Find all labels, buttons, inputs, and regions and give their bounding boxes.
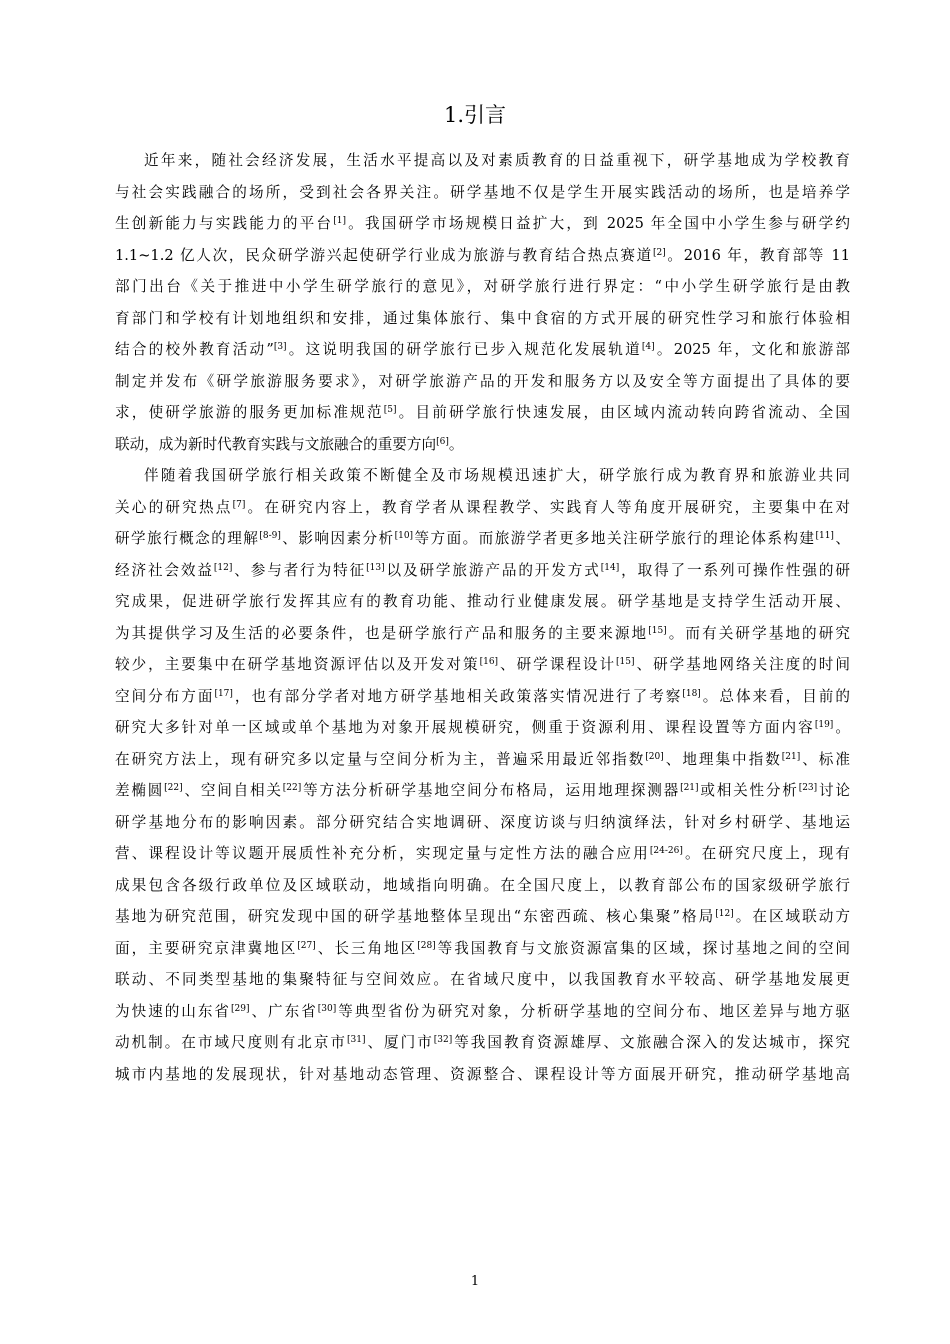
text-line — [115, 870, 850, 902]
text-run: 。目前研学旅行快速发展，由区域内流动转向跨省流动、全国 — [396, 404, 850, 421]
text-run: 城市内基地的发展现状，针对基地动态管理、资源整合、课程设计等方面展开研究，推动研学基地高 — [115, 1065, 850, 1083]
text-run: 为快速的山东省 — [115, 1002, 232, 1020]
text-run: 等我国教育资源雄厚、文旅融合深入的发达城市，探究 — [452, 1034, 850, 1051]
text-run: 制定并发布《研学旅游服务要求》，对研学旅游产品的开发和服务方以及安全等方面提出了具体的要 — [115, 372, 850, 390]
text-run: ，取得了一系列可操作性强的研 — [619, 561, 850, 579]
citation-ref: [14] — [600, 562, 620, 573]
text-run: 联动，成为新时代教育实践与文旅融合的重要方向 — [115, 435, 437, 453]
citation-ref: [28] — [417, 940, 436, 951]
text-run: 差椭圆 — [115, 782, 165, 799]
text-run: 。总体来看，目前的 — [700, 687, 850, 705]
text-run: 。2025 年，文化和旅游部 — [654, 341, 850, 358]
citation-ref: [29] — [231, 1003, 250, 1014]
citation-ref: [4] — [641, 342, 655, 352]
text-run: 。2016 年，教育部等 11 — [665, 246, 850, 264]
body-text — [115, 145, 850, 1090]
text-run: 。我国研学市场规模日益扩大，到 2025 年全国中小学生参与研学约 — [345, 215, 850, 232]
text-line — [115, 618, 850, 650]
text-line — [115, 807, 850, 839]
text-run: 动机制。在市域尺度则有北京市 — [115, 1034, 348, 1051]
citation-ref: [18] — [682, 688, 701, 699]
text-run: 以及研学旅游产品的开发方式 — [384, 561, 601, 579]
text-run: 空间分布方面 — [115, 687, 215, 705]
text-line — [115, 366, 850, 398]
citation-ref: [7] — [232, 499, 246, 510]
citation-ref: [19] — [814, 720, 834, 730]
text-run: 经济社会效益 — [115, 561, 214, 579]
text-run: 究成果，促进研学旅行发挥其应有的教育功能、推动行业健康发展。研学基地是支持学生活动开展、 — [115, 593, 850, 610]
text-run: 。这说明我国的研学旅行已步入规范化发展轨道 — [286, 341, 642, 358]
citation-ref: [32] — [433, 1035, 453, 1045]
citation-ref: [21] — [781, 751, 801, 762]
text-run: 基地为研究范围，研究发现中国的研学基地整体呈现出“东密西疏、核心集聚”格局 — [115, 908, 716, 925]
citation-ref: [1] — [333, 216, 346, 226]
text-run: 与社会实践融合的场所，受到社会各界关注。研学基地不仅是学生开展实践活动的场所，也是培养学 — [115, 183, 850, 201]
text-run: 求，使研学旅游的服务更加标准规范 — [115, 404, 384, 421]
text-run: 结合的校外教育活动” — [115, 341, 274, 358]
text-line — [115, 964, 850, 996]
text-run: 成果包含各级行政单位及区域联动，地域指向明确。在全国尺度上，以教育部公布的国家级研学旅行 — [115, 876, 850, 894]
text-line — [115, 523, 850, 555]
text-line — [115, 775, 850, 807]
citation-ref: [23] — [798, 783, 818, 793]
text-line — [115, 334, 850, 366]
text-run: 讨论 — [817, 782, 850, 799]
text-run: 研学基地分布的影响因素。部分研究结合实地调研、深度访谈与归纳演绎法，针对乡村研学、基地运 — [115, 813, 850, 831]
citation-ref: [3] — [273, 342, 287, 352]
text-run: 、地理集中指数 — [663, 750, 782, 768]
citation-ref: [16] — [479, 657, 499, 667]
text-line — [115, 397, 850, 429]
text-run: 1.1~1.2 亿人次，民众研学游兴起使研学行业成为旅游与教育结合热点赛道 — [115, 246, 653, 264]
citation-ref: [15] — [648, 625, 667, 636]
text-run: 、厦门市 — [365, 1034, 434, 1051]
text-run: 。在研究尺度上，现有 — [682, 845, 850, 862]
text-run: 、参与者行为特征 — [232, 561, 367, 579]
text-run: 研学旅行概念的理解 — [115, 530, 260, 547]
citation-ref: [15] — [616, 657, 635, 667]
text-run: 。 — [448, 435, 464, 453]
citation-ref: [12] — [715, 909, 734, 919]
text-run: 等方面。而旅游学者更多地关注研学旅行的理论体系构建 — [413, 530, 816, 547]
citation-ref: [2] — [652, 247, 666, 258]
text-run: 、空间自相关 — [182, 782, 283, 799]
text-line — [115, 996, 850, 1028]
text-run: 面，主要研究京津冀地区 — [115, 939, 298, 957]
text-line — [115, 177, 850, 209]
citation-ref: [31] — [347, 1035, 366, 1045]
citation-ref: [17] — [214, 688, 233, 699]
citation-ref: [6] — [436, 436, 449, 447]
text-run: 、研学基地网络关注度的时间 — [634, 656, 850, 673]
citation-ref: [8-9] — [259, 531, 281, 541]
text-line — [115, 429, 850, 461]
text-line — [115, 933, 850, 965]
text-run: 为其提供学习及生活的必要条件，也是研学旅行产品和服务的主要来源地 — [115, 624, 649, 642]
text-run: 等方法分析研学基地空间分布格局，运用地理探测器 — [301, 782, 681, 799]
citation-ref: [5] — [383, 405, 397, 415]
text-run: 较少，主要集中在研学基地资源评估以及开发对策 — [115, 656, 480, 673]
text-line — [115, 240, 850, 272]
text-run: 伴随着我国研学旅行相关政策不断健全及市场规模迅速扩大，研学旅行成为教育界和旅游业共同 — [144, 467, 850, 484]
text-run: 研究大多针对单一区域或单个基地为对象开展规模研究，侧重于资源利用、课程设置等方面内容 — [115, 719, 815, 736]
text-run: 。 — [833, 719, 850, 736]
text-run: 。在区域联动方 — [733, 908, 850, 925]
text-run: 。在研究内容上，教育学者从课程教学、实践育人等角度开展研究，主要集中在对 — [245, 498, 850, 516]
text-line — [115, 838, 850, 870]
text-line — [115, 712, 850, 744]
citation-ref: [10] — [394, 531, 414, 541]
text-line — [115, 586, 850, 618]
text-line — [115, 460, 850, 492]
text-line — [115, 1059, 850, 1091]
text-run: 近年来，随社会经济发展，生活水平提高以及对素质教育的日益重视下，研学基地成为学校教育 — [144, 152, 850, 169]
text-run: 、 — [833, 530, 850, 547]
citation-ref: [22] — [164, 783, 183, 793]
text-run: 营、课程设计等议题开展质性补充分析，实现定量与定性方法的融合应用 — [115, 845, 650, 862]
text-run: 、标准 — [800, 750, 850, 768]
text-line — [115, 1027, 850, 1059]
citation-ref: [27] — [297, 940, 316, 951]
text-line — [115, 208, 850, 240]
text-run: 关心的研究热点 — [115, 498, 233, 516]
text-run: 或相关性分析 — [698, 782, 799, 799]
citation-ref: [11] — [815, 531, 834, 541]
text-line — [115, 901, 850, 933]
citation-ref: [12] — [213, 562, 233, 573]
text-line — [115, 744, 850, 776]
citation-ref: [22] — [282, 783, 302, 793]
text-run: 部门出台《关于推进中小学生研学旅行的意见》，对研学旅行进行界定：“中小学生研学旅行是由教 — [115, 278, 850, 295]
text-line — [115, 555, 850, 587]
section-title: 1.引言 — [443, 103, 507, 127]
text-run: 等我国教育与文旅资源富集的区域，探讨基地之间的空间 — [435, 939, 850, 957]
citation-ref: [13] — [366, 562, 385, 573]
text-run: 、广东省 — [249, 1002, 318, 1020]
text-line — [115, 681, 850, 713]
text-run: 在研究方法上，现有研究多以定量与空间分析为主，普遍采用最近邻指数 — [115, 750, 646, 768]
citation-ref: [24-26] — [649, 846, 683, 856]
text-run: 。而有关研学基地的研究 — [666, 624, 850, 642]
text-run: 等典型省份为研究对象，分析研学基地的空间分布、地区差异与地方驱 — [336, 1002, 850, 1020]
text-run: ，也有部分学者对地方研学基地相关政策落实情况进行了考察 — [232, 687, 683, 705]
text-run: 、影响因素分析 — [280, 530, 395, 547]
text-run: 生创新能力与实践能力的平台 — [115, 215, 334, 232]
text-line — [115, 271, 850, 303]
text-line — [115, 649, 850, 681]
page-number: 1 — [470, 1274, 480, 1289]
citation-ref: [20] — [645, 751, 664, 762]
citation-ref: [30] — [317, 1003, 337, 1014]
citation-ref: [21] — [680, 783, 699, 793]
text-line — [115, 303, 850, 335]
text-run: 育部门和学校有计划地组织和安排，通过集体旅行、集中食宿的方式开展的研究性学习和旅行体验相 — [115, 309, 850, 327]
text-line — [115, 492, 850, 524]
text-run: 、研学课程设计 — [498, 656, 617, 673]
text-run: 联动、不同类型基地的集聚特征与空间效应。在省域尺度中，以我国教育水平较高、研学基地发展更 — [115, 971, 850, 988]
text-line — [115, 145, 850, 177]
text-run: 、长三角地区 — [315, 939, 418, 957]
